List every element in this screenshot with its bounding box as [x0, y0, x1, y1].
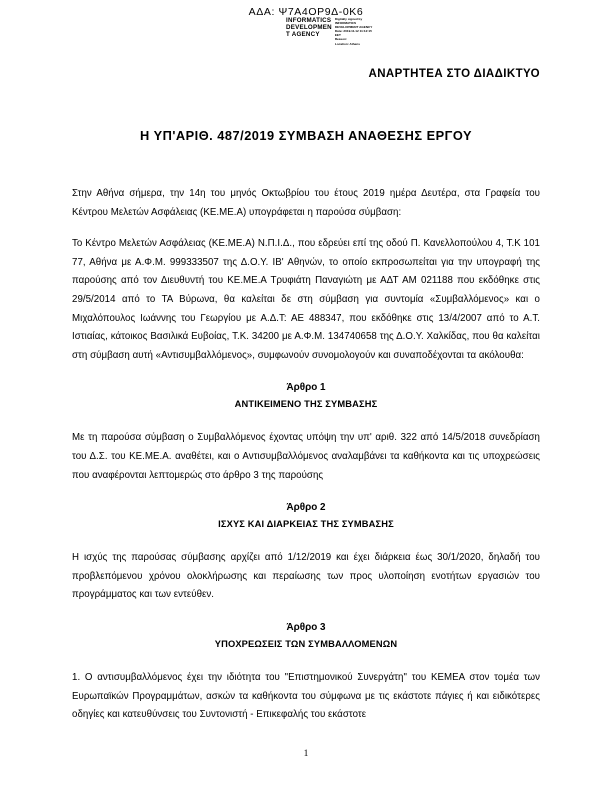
- signature-line-6: Reason:: [334, 37, 348, 42]
- ida-logo-line-2: DEVELOPMEN: [286, 24, 332, 32]
- page-title: Η ΥΠ'ΑΡΙΘ. 487/2019 ΣΥΜΒΑΣΗ ΑΝΑΘΕΣΗΣ ΕΡΓΟΥ: [140, 128, 472, 143]
- article-3-subheading: ΥΠΟΧΡΕΩΣΕΙΣ ΤΩΝ ΣΥΜΒΑΛΛΟΜΕΝΩΝ: [214, 638, 398, 649]
- digital-signature-stamp: [286, 17, 372, 46]
- article-3-body: 1. Ο αντισυμβαλλόμενος έχει την ιδιότητα του "Επιστημονικού Συνεργάτη" του ΚΕΜΕΑ στον τομέα των Ευρωπαϊκών Προγραμμάτων, ασκών τα καθήκοντα του σύμφωνα με τις εκάστοτε πάγιες ή και ειδικότερες οδηγίες και κατευθύνσεις του Συντονιστή - Επικεφαλής του εκάστοτε: [72, 671, 540, 721]
- article-1-subheading: ΑΝΤΙΚΕΙΜΕΝΟ ΤΗΣ ΣΥΜΒΑΣΗΣ: [234, 399, 378, 410]
- parties-paragraph: Το Κέντρο Μελετών Ασφάλειας (ΚΕ.ΜΕ.Α) Ν.Π.Ι.Δ., που εδρεύει επί της οδού Π. Κανελλοπούλου 4, Τ.Κ 101 77, Αθήνα με Α.Φ.Μ. 999333507 της Δ.Ο.Υ. ΙΒ' Αθηνών, το οποίο εκπροσωπείται για την υπογραφή της παρούσης από τον Διευθυντή του ΚΕ.ΜΕ.Α Τρυφιάτη Παναγιώτη με ΑΔΤ ΑΜ 021188 που εκδόθηκε στις 29/5/2014 από το ΤΑ Βύρωνα, θα καλείται δε στη σύμβαση για συντομία «Συμβαλλόμενος» και ο Μιχαλόπουλος Ιωάννης του Γεωργίου με Α.Δ.Τ: ΑΕ 488347, που εκδόθηκε στις 13/4/2007 από το Α.Τ. Ιστιαίας, κάτοικος Βασιλικά Ευβοίας, Τ.Κ. 34200 με Α.Φ.Μ. 134740658 της Δ.Ο.Υ. Χαλκίδας, που θα καλείται στη σύμβαση αυτή «Αντισυμβαλλόμενος», συμφωνούν συνομολογούν και συναποδέχονται τα ακόλουθα:: [72, 238, 540, 361]
- article-2-body: Η ισχύς της παρούσας σύμβασης αρχίζει από 1/12/2019 και έχει διάρκεια έως 30/1/2020, δηλαδή του προβλεπόμενου χρόνου ολοκλήρωσης και περαίωσης των προς υλοποίηση ενοτήτων εργασιών του προγράμματος και των εντεύθεν.: [72, 552, 540, 601]
- signature-details-text: [335, 17, 373, 46]
- intro-paragraph: Στην Αθήνα σήμερα, την 14η του μηνός Οκτωβρίου του έτους 2019 ημέρα Δευτέρα, στα Γραφεία του Κέντρου Μελετών Ασφάλειας (ΚΕ.ΜΕ.Α) υπογράφεται η παρούσα σύμβαση:: [72, 188, 540, 218]
- ida-logo-text: [286, 17, 332, 39]
- publication-notice: ΑΝΑΡΤΗΤΕΑ ΣΤΟ ΔΙΑΔΙΚΤΥΟ: [368, 68, 540, 80]
- ida-logo-line-3: T AGENCY: [286, 31, 320, 39]
- ada-code-stamp: ΑΔΑ: Ψ7Α4ΟΡ9Δ-0Κ6: [248, 6, 364, 18]
- signature-line-3: DEVELOPMENT AGENCY: [334, 25, 373, 30]
- article-2-subheading: ΙΣΧΥΣ ΚΑΙ ΔΙΑΡΚΕΙΑΣ ΤΗΣ ΣΥΜΒΑΣΗΣ: [218, 519, 394, 530]
- article-3-heading: Άρθρο 3: [286, 621, 326, 633]
- signature-line-4: Date: 2019.11.12 11:12:15: [334, 29, 372, 34]
- signature-line-1: Digitally signed by: [334, 17, 363, 21]
- signature-line-7: Location: Athens: [334, 41, 360, 46]
- document-body: [72, 68, 540, 738]
- signature-line-2: INFORMATICS: [334, 21, 357, 26]
- signature-line-5: EET: [334, 33, 341, 38]
- article-1-body: Με τη παρούσα σύμβαση ο Συμβαλλόμενος έχοντας υπόψη την υπ' αριθ. 322 από 14/5/2018 συνεδρίαση του Δ.Σ. του ΚΕ.ΜΕ.Α. αναθέτει, και ο Αντισυμβαλλόμενος αναλαμβάνει τα καθήκοντα και τις υποχρεώσεις που αναφέρονται λεπτομερώς στο άρθρο 3 της παρούσης: [72, 432, 540, 481]
- article-1-heading: Άρθρο 1: [286, 382, 326, 394]
- ida-logo-line-1: INFORMATICS: [286, 17, 332, 24]
- article-2-heading: Άρθρο 2: [286, 502, 326, 514]
- page-number: 1: [303, 749, 309, 759]
